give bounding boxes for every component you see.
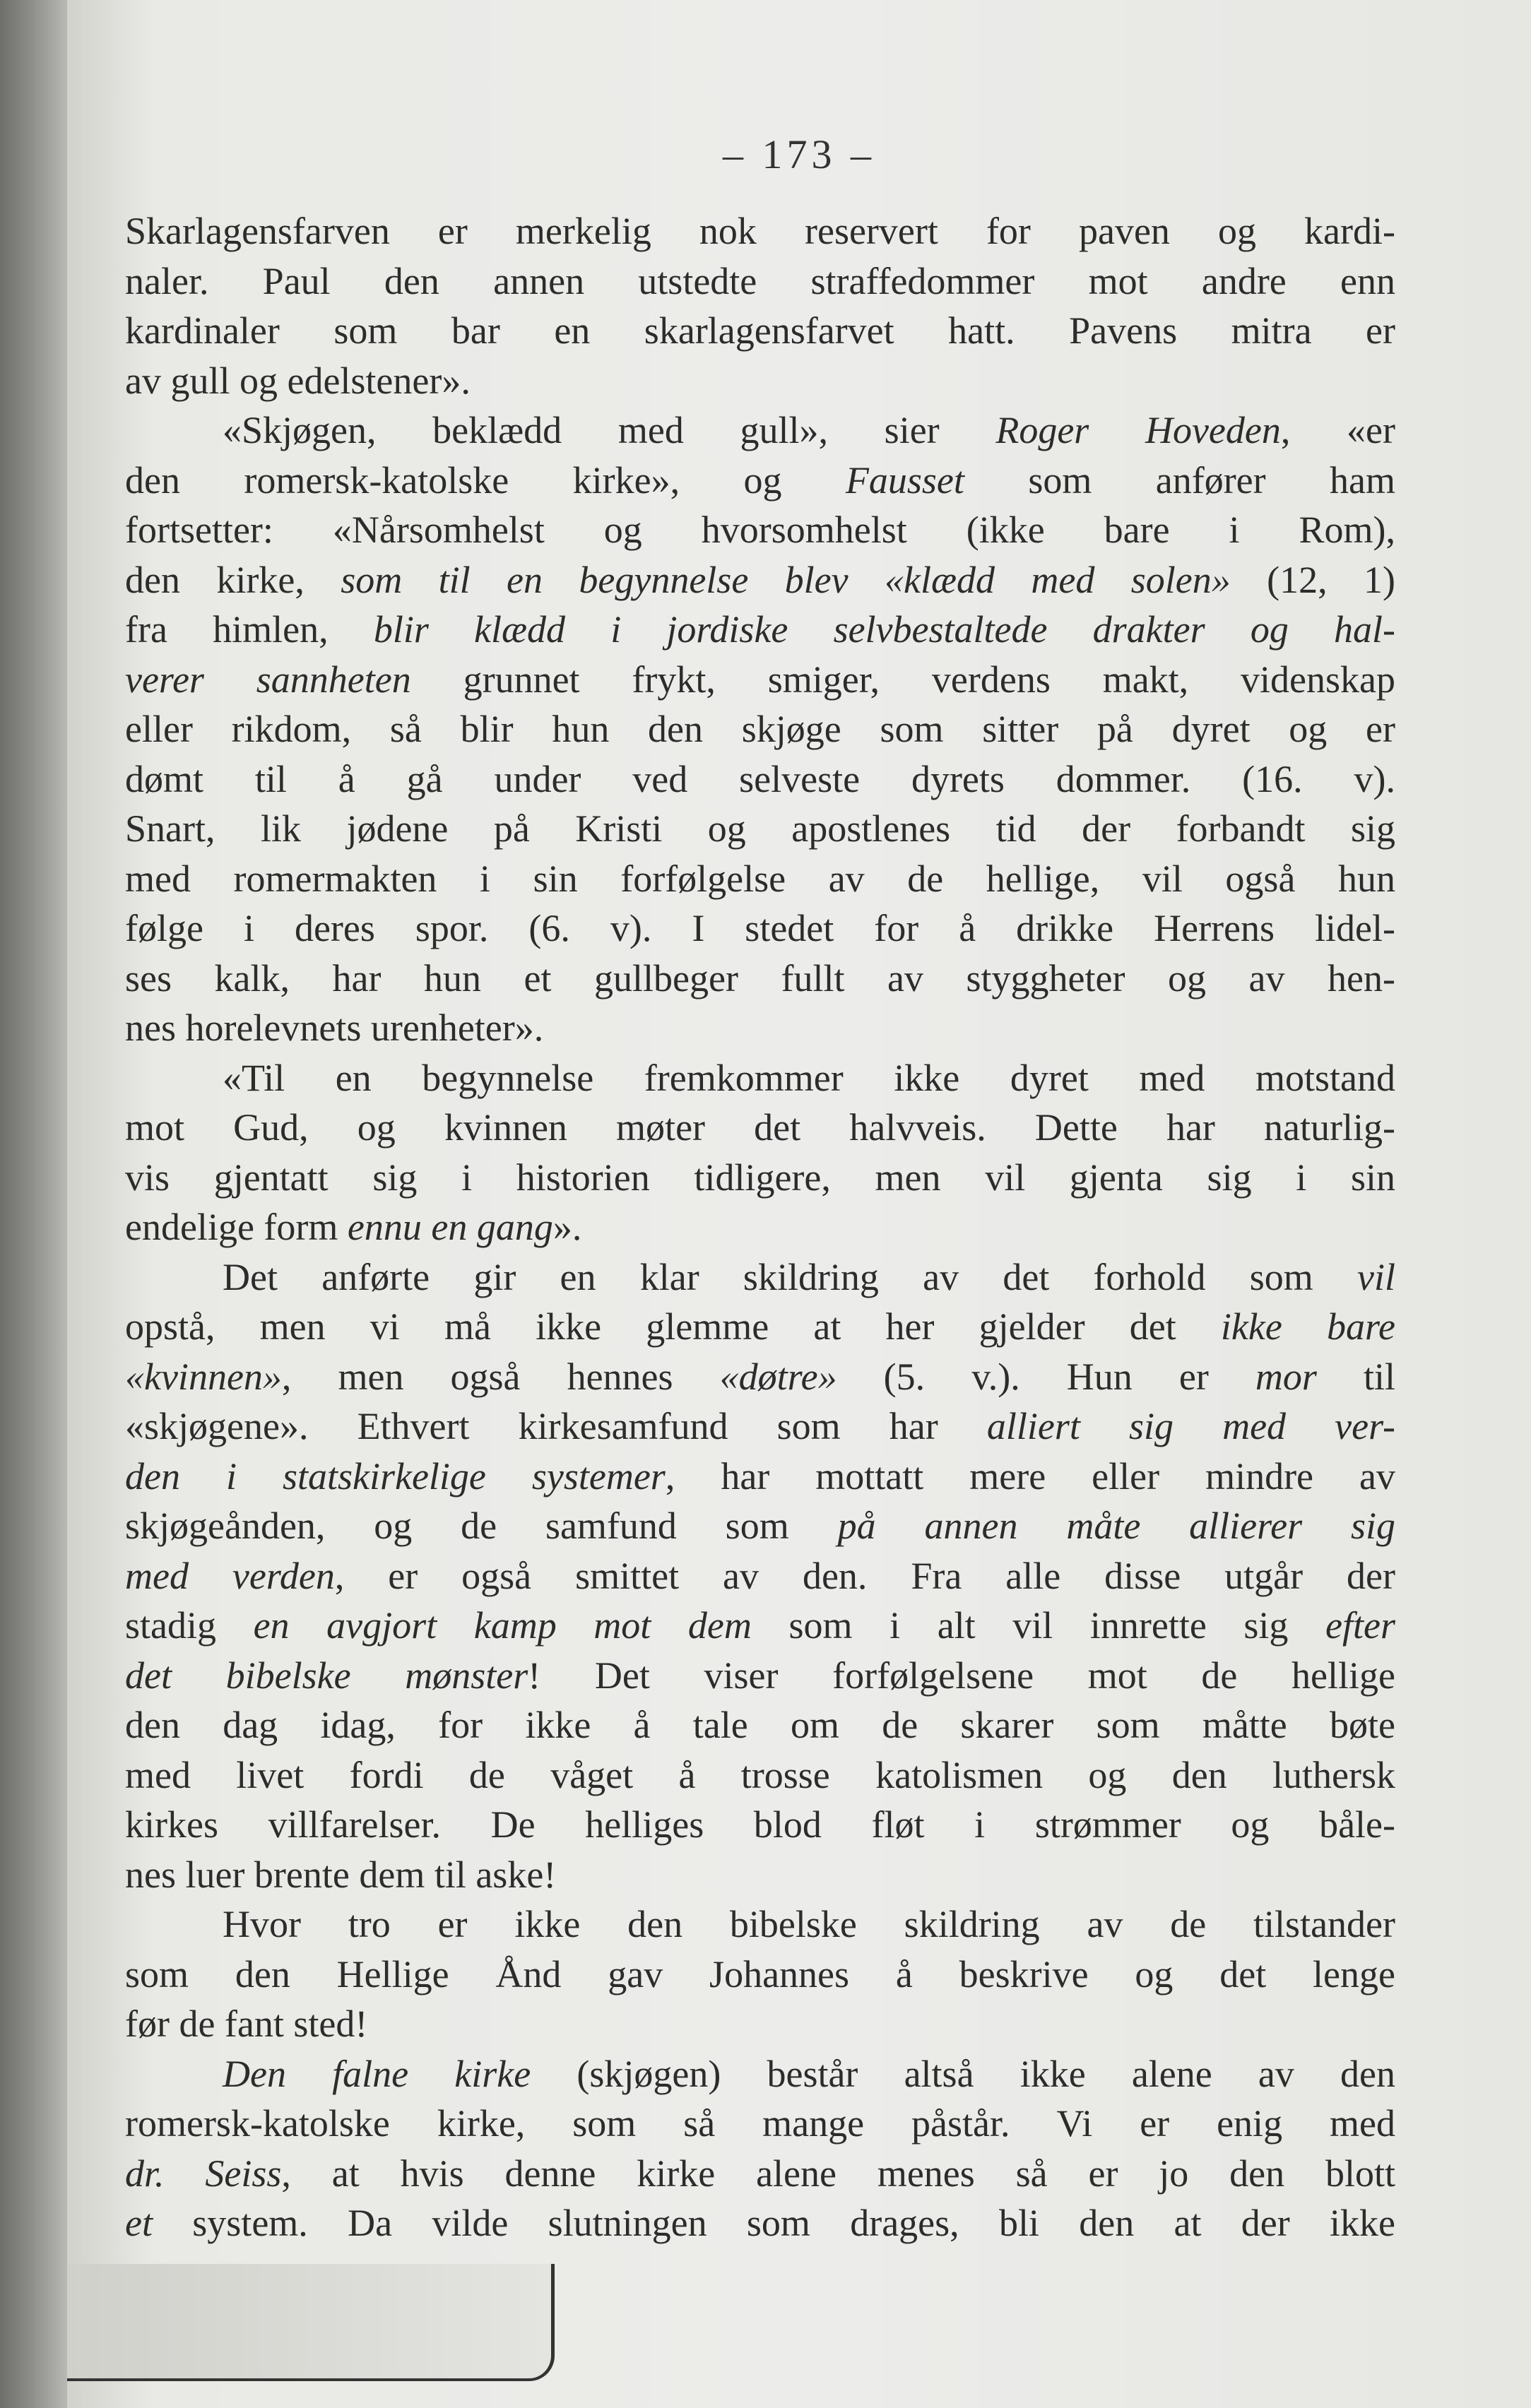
text-line [125, 1003, 1395, 1053]
text-line [125, 1700, 1395, 1750]
emphasized-text: dr. Seiss [125, 2152, 282, 2195]
text-run: system. Da vilde slutningen som drages, bli den at der ikke [152, 2202, 1395, 2244]
text-line [125, 356, 1395, 406]
text-line [125, 1103, 1395, 1153]
text-run: naler. Paul den annen utstedte straffedommer mot andre enn [125, 259, 1395, 302]
text-line [125, 1750, 1395, 1801]
text-run: fra himlen, [125, 608, 374, 651]
text-run: , «er [1280, 409, 1396, 451]
text-run: før de fant sted! [125, 2003, 368, 2045]
text-line [125, 1452, 1395, 1502]
text-run: , at hvis denne kirke alene menes så er jo den blott [281, 2152, 1395, 2195]
text-run: «skjøgene». Ethvert kirkesamfund som har [125, 1405, 987, 1447]
emphasized-text: verer sannheten [125, 658, 411, 701]
emphasized-text: med verden [125, 1554, 335, 1597]
text-run: nes horelevnets urenheter». [125, 1007, 544, 1049]
text-run: den romersk-katolske kirke», og [125, 458, 846, 502]
scan-edge-left [0, 0, 67, 2408]
emphasized-text: et [125, 2202, 153, 2244]
text-run: mot Gud, og kvinnen møter det halvveis. Dette har naturlig- [125, 1106, 1395, 1149]
emphasized-text: «døtre» [719, 1355, 837, 1398]
text-run: dømt til å gå under ved selveste dyrets dommer. (16. v). [125, 757, 1395, 800]
text-run: kardinaler som bar en skarlagensfarvet hatt. Pavens mitra er [125, 309, 1395, 352]
text-line [125, 804, 1395, 854]
text-line [125, 1302, 1395, 1352]
emphasized-text: på annen måte allierer sig [837, 1505, 1395, 1547]
emphasized-text: det bibelske mønster [125, 1654, 528, 1697]
emphasized-text: efter [1325, 1604, 1395, 1647]
emphasized-text: den i statskirkelige systemer [125, 1454, 666, 1497]
text-line [125, 954, 1395, 1004]
text-line [125, 1153, 1395, 1203]
text-run: ses kalk, har hun et gullbeger fullt av styggheter og av hen- [125, 956, 1395, 1000]
text-line [125, 704, 1395, 754]
text-run: kirkes villfarelser. De helliges blod fløt i strømmer og båle- [125, 1803, 1395, 1846]
text-run: endelige form [125, 1206, 348, 1248]
emphasized-text: ennu en gang [347, 1206, 553, 1248]
emphasized-text: Den falne kirke [223, 2052, 531, 2095]
text-line [125, 2049, 1395, 2099]
text-run: , har mottatt mere eller mindre av [665, 1454, 1395, 1497]
text-run: (12, 1) [1230, 558, 1396, 601]
text-run: som i alt vil innrette sig [751, 1604, 1326, 1647]
text-line [125, 2149, 1395, 2199]
text-line [125, 1651, 1395, 1701]
emphasized-text: ikke bare [1220, 1305, 1395, 1348]
text-run: «Skjøgen, beklædd med gull», sier [223, 409, 996, 451]
text-run: Det anførte gir en klar skildring av det forhold som [223, 1255, 1358, 1298]
text-run: , er også smittet av den. Fra alle disse utgår der [334, 1554, 1395, 1597]
text-line [125, 1950, 1395, 2000]
text-run: nes luer brente dem til aske! [125, 1853, 557, 1896]
emphasized-text: vil [1357, 1255, 1395, 1298]
text-run: skjøgeånden, og de samfund som [125, 1505, 838, 1547]
book-page [67, 0, 1531, 2408]
text-run: «Til en begynnelse fremkommer ikke dyret med motstand [223, 1056, 1395, 1099]
text-line [125, 1352, 1395, 1402]
text-line [125, 1053, 1395, 1103]
text-run: den dag idag, for ikke å tale om de skarer som måtte bøte [125, 1704, 1395, 1746]
text-run: , men også hennes [281, 1355, 720, 1398]
text-run: romersk-katolske kirke, som så mange påstår. Vi er enig med [125, 2102, 1395, 2145]
text-line [125, 1501, 1395, 1551]
emphasized-text: alliert sig med ver- [986, 1405, 1395, 1447]
text-run: grunnet frykt, smiger, verdens makt, videnskap [410, 658, 1395, 701]
text-line [125, 456, 1395, 506]
emphasized-text: blir klædd i jordiske selvbestaltede drakter og hal- [373, 608, 1395, 651]
text-run: som anfører ham [964, 458, 1395, 502]
text-line [125, 655, 1395, 705]
text-run: (5. v.). Hun er [837, 1355, 1255, 1398]
text-line [125, 2198, 1395, 2248]
text-run: ». [552, 1206, 582, 1248]
text-run: stadig [125, 1604, 254, 1647]
text-run: fortsetter: «Nårsomhelst og hvorsomhelst (ikke bare i Rom), [125, 509, 1395, 551]
text-line [125, 1800, 1395, 1850]
text-run: Snart, lik jødene på Kristi og apostlenes tid der forbandt sig [125, 807, 1395, 850]
text-line [125, 903, 1395, 954]
emphasized-text: «kvinnen» [125, 1355, 282, 1398]
emphasized-text: Roger Hoveden [995, 409, 1281, 451]
emphasized-text: som til en begynnelse blev «klædd med solen» [341, 558, 1231, 601]
text-line [125, 1999, 1395, 2049]
emphasized-text: Fausset [845, 458, 964, 502]
text-line [125, 1252, 1395, 1303]
text-line [125, 1401, 1395, 1452]
text-line [125, 256, 1395, 307]
text-run: av gull og edelstener». [125, 359, 471, 402]
text-run: med livet fordi de våget å trosse katolismen og den luthersk [125, 1753, 1395, 1796]
emphasized-text: en avgjort kamp mot dem [253, 1604, 752, 1647]
text-line [125, 754, 1395, 805]
text-line [125, 854, 1395, 904]
text-line [125, 306, 1395, 356]
text-run: eller rikdom, så blir hun den skjøge som sitter på dyret og er [125, 708, 1395, 750]
text-line [125, 605, 1395, 655]
text-run: som den Hellige Ånd gav Johannes å beskrive og det lenge [125, 1952, 1395, 1995]
text-line [125, 1202, 1395, 1252]
text-line [125, 2099, 1395, 2149]
text-run: opstå, men vi må ikke glemme at her gjelder det [125, 1305, 1221, 1348]
text-line [125, 1899, 1395, 1950]
text-line [125, 555, 1395, 605]
text-run: Skarlagensfarven er merkelig nok reservert for paven og kardi- [125, 210, 1395, 252]
text-line [125, 505, 1395, 555]
text-line [125, 206, 1395, 256]
text-line [125, 1551, 1395, 1601]
text-run: den kirke, [125, 558, 341, 601]
text-run: vis gjentatt sig i historien tidligere, men vil gjenta sig i sin [125, 1156, 1395, 1199]
emphasized-text: mor [1255, 1355, 1317, 1398]
text-run: Hvor tro er ikke den bibelske skildring av de tilstander [223, 1903, 1395, 1945]
text-line [125, 1601, 1395, 1651]
text-run: følge i deres spor. (6. v). I stedet for å drikke Herrens lidel- [125, 907, 1395, 949]
text-line [125, 1850, 1395, 1900]
library-label-frame [67, 2264, 555, 2381]
text-run: med romermakten i sin forfølgelse av de hellige, vil også hun [125, 857, 1395, 900]
page-number: – 173 – [723, 131, 875, 177]
text-run: (skjøgen) består altså ikke alene av den [531, 2052, 1396, 2095]
text-run: ! Det viser forfølgelsene mot de hellige [528, 1654, 1395, 1697]
text-run: til [1316, 1355, 1396, 1398]
text-body [125, 206, 1395, 2248]
text-line [125, 405, 1395, 456]
